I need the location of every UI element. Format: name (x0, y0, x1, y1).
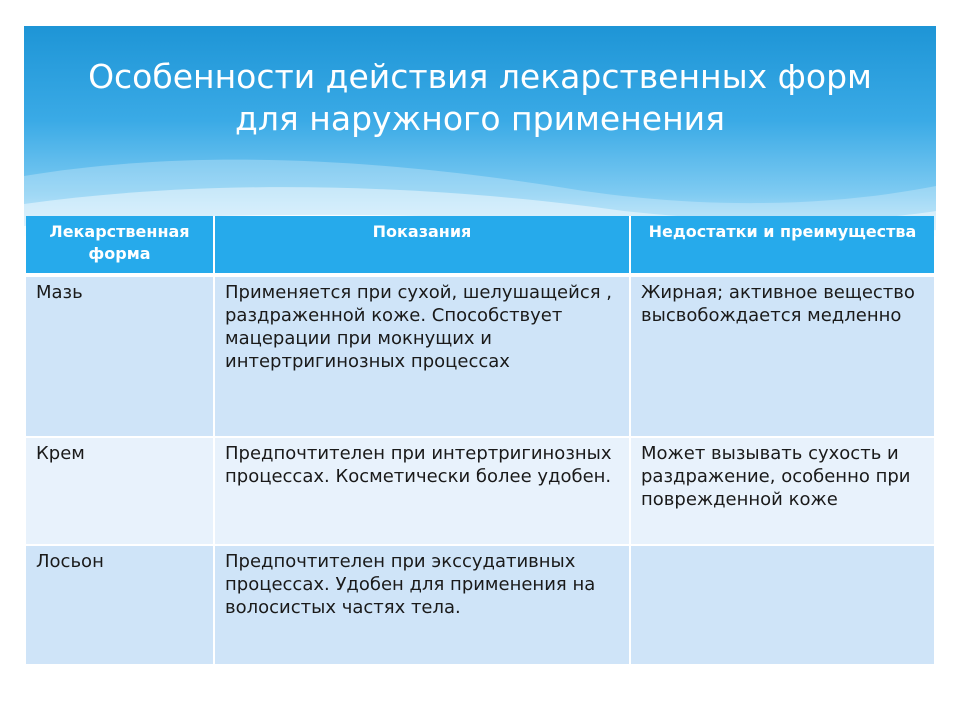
table-row (26, 545, 934, 665)
cell-form: Мазь (26, 275, 214, 437)
title-line-2: для наружного применения (235, 99, 725, 138)
table-row (26, 437, 934, 545)
header-form: Лекарственная форма (26, 216, 214, 275)
header-indications: Показания (214, 216, 630, 275)
table-header-row (26, 216, 934, 275)
title-line-1: Особенности действия лекарственных форм (88, 57, 872, 96)
header-notes: Недостатки и преимущества (630, 216, 934, 275)
forms-table-container (26, 216, 934, 666)
table-row (26, 275, 934, 437)
cell-notes (630, 545, 934, 665)
cell-indications: Предпочтителен при интертригинозных процессах. Косметически более удобен. (214, 437, 630, 545)
cell-form: Лосьон (26, 545, 214, 665)
cell-notes: Может вызывать сухость и раздражение, особенно при поврежденной коже (630, 437, 934, 545)
forms-table (26, 216, 934, 666)
slide-title (24, 56, 936, 140)
cell-form: Крем (26, 437, 214, 545)
cell-indications: Предпочтителен при экссудативных процессах. Удобен для применения на волосистых частях тела. (214, 545, 630, 665)
cell-notes: Жирная; активное вещество высвобождается медленно (630, 275, 934, 437)
cell-indications: Применяется при сухой, шелушащейся , раздраженной коже. Способствует мацерации при мокнущих и интертригинозных процессах (214, 275, 630, 437)
